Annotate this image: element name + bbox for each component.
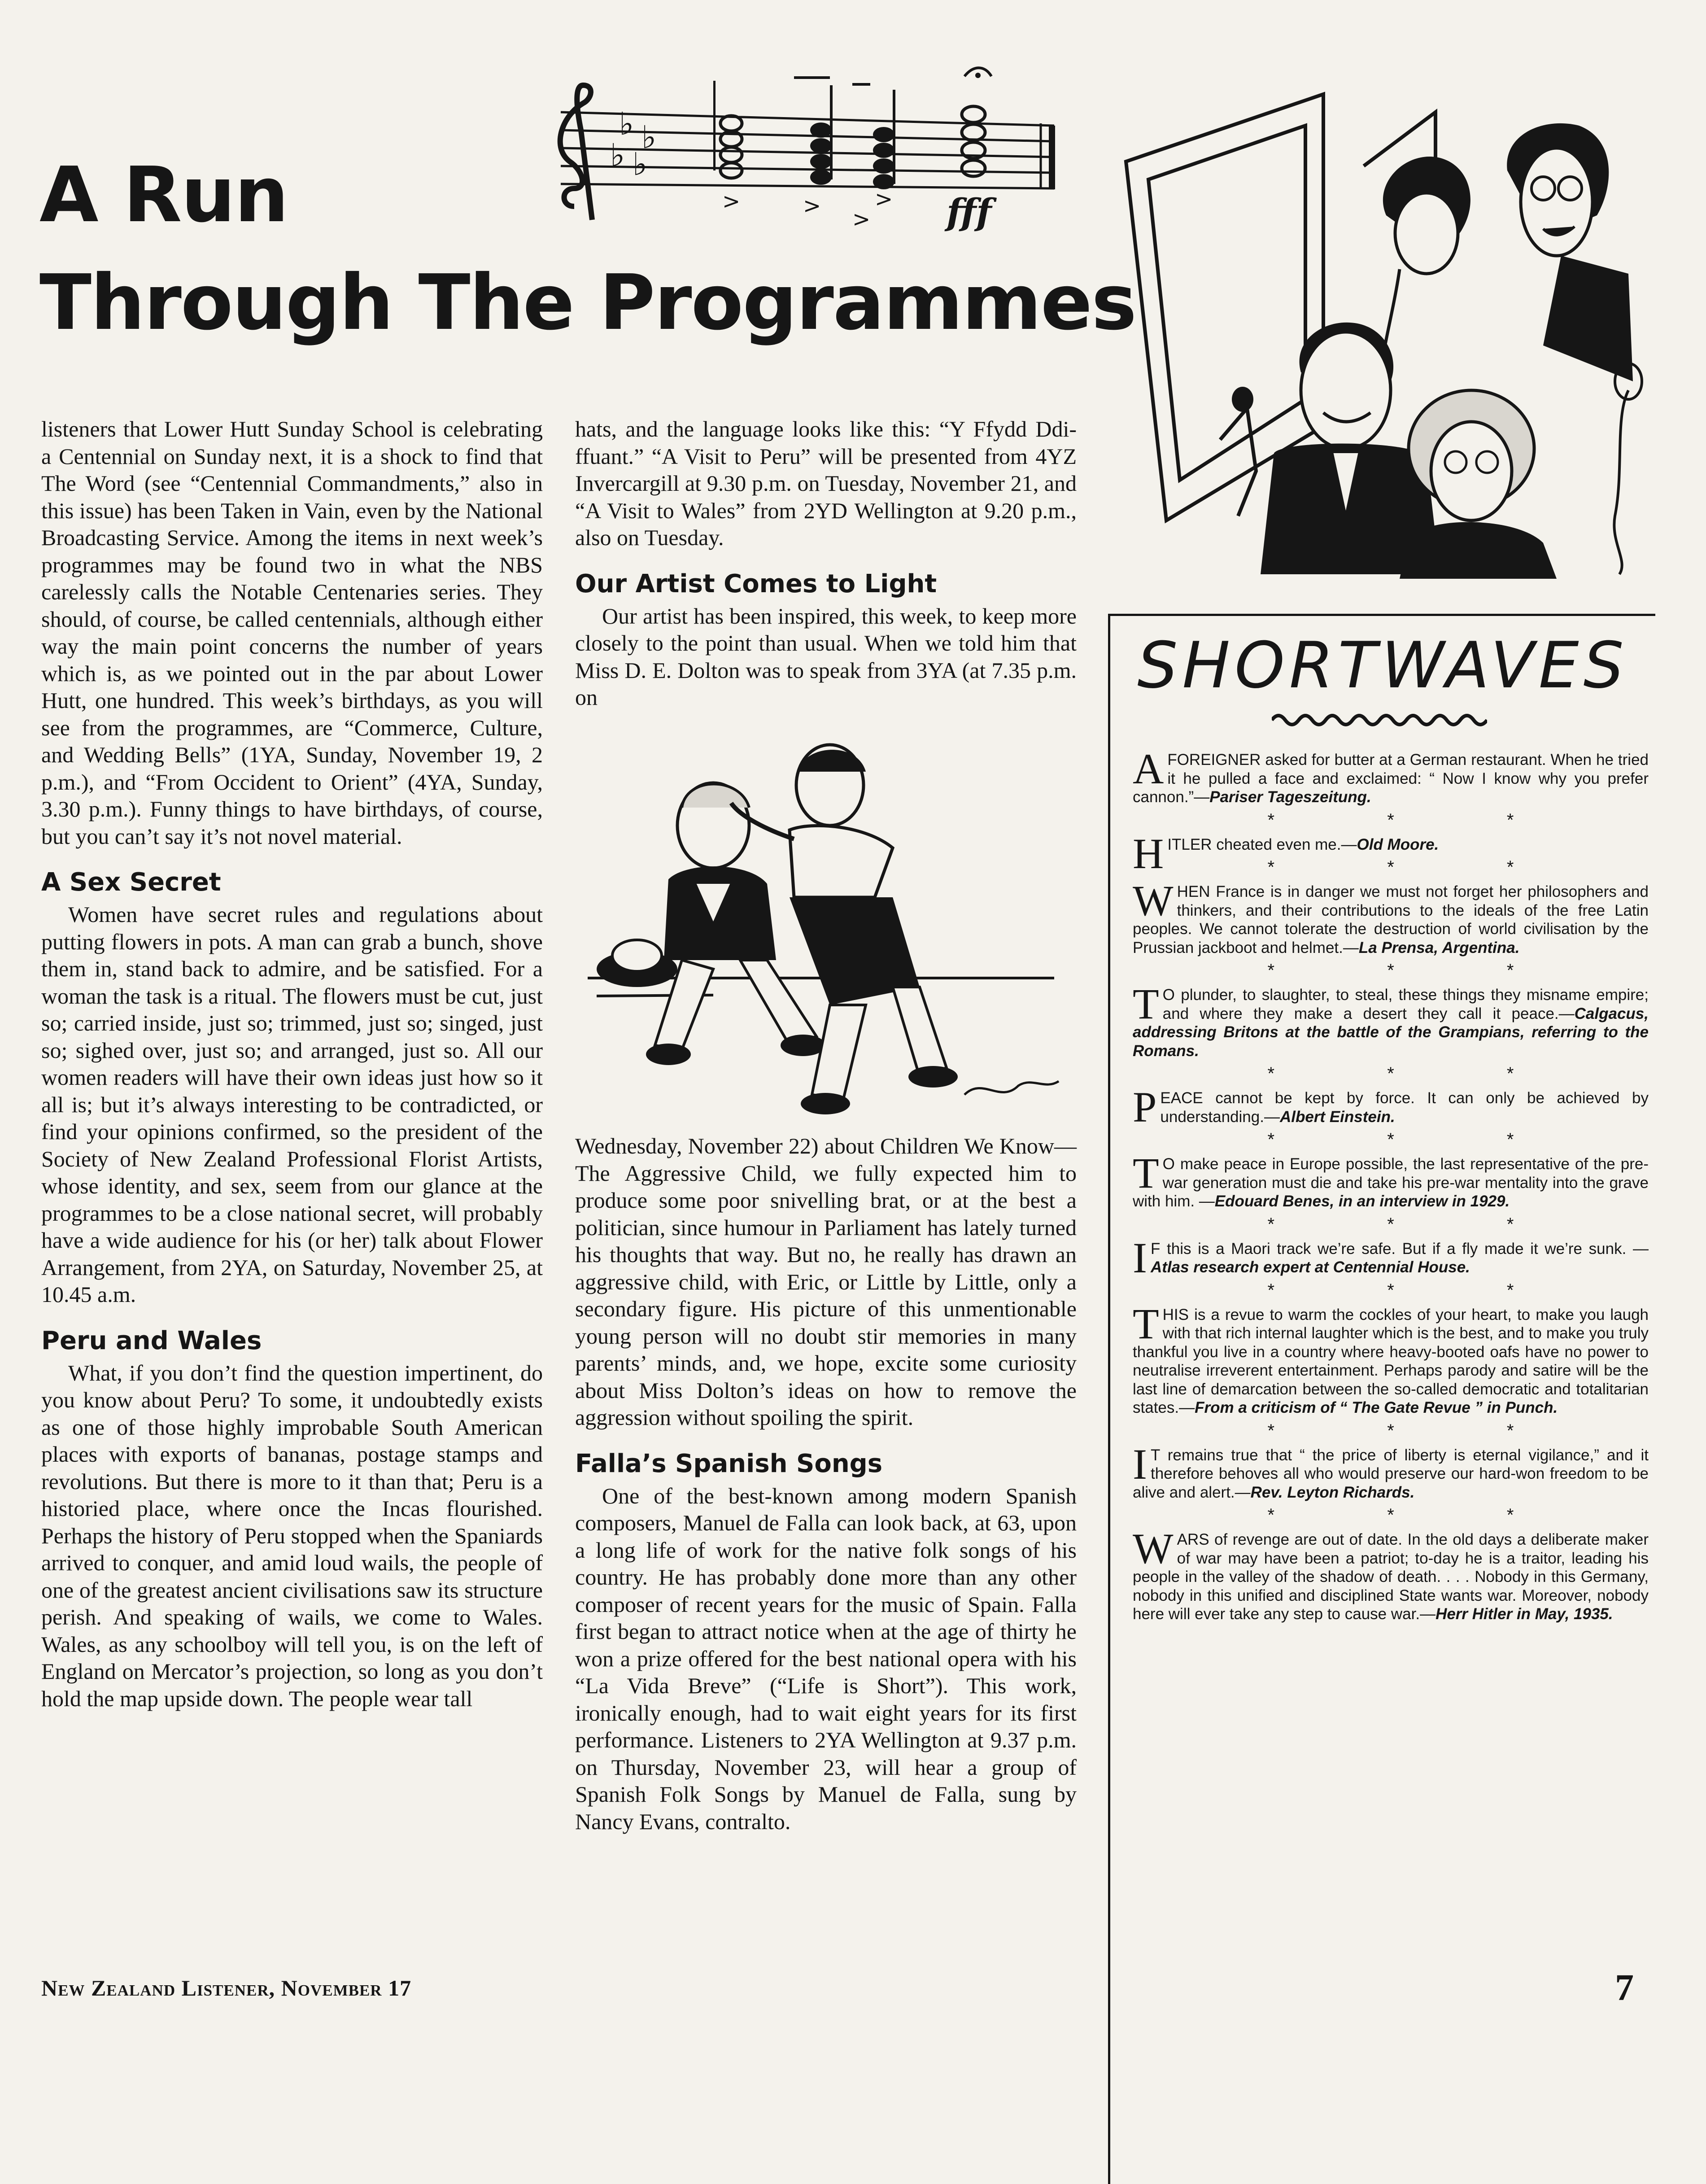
falla-paragraph: One of the best-known among modern Spanish composers, Manuel de Falla can look back, at 63, upon a long life of work for the native folk songs of his country. He has probably done more than any other composer of recent years for the music of Spain. Falla first began to attract notice when at the age of thirty he won a prize offered for the best national opera with his “La Vida Breve” (“Life is Short”). This work, ironically enough, had to wait eight years for its first performance. Listeners to 2YA Wellington at 9.37 p.m. on Thursday, November 23, will hear a group of Spanish Folk Songs by Manuel de Falla, sung by Nancy Evans, contralto.	[575, 1483, 1077, 1834]
quote-source: Calgacus, addressing Britons at the battle of the Grampians, referring to the Romans.	[1133, 1005, 1649, 1060]
quote-lead-word: FOREIGNER	[1167, 751, 1261, 769]
shortwave-quote	[1133, 980, 1649, 1060]
shortwave-quote	[1133, 1233, 1649, 1282]
shortwaves-quotes	[1133, 745, 1649, 1624]
drop-cap: T	[1133, 1299, 1159, 1348]
shortwave-quote	[1133, 1083, 1649, 1131]
quote-text: plunder, to slaughter, to steal, these things they misname empire; and where they make a desert they call it peace.—	[1162, 986, 1649, 1022]
article-column-2-lower	[575, 1132, 1077, 1835]
quote-lead-word: F	[1150, 1240, 1161, 1258]
quote-source: Old Moore.	[1357, 835, 1439, 853]
separator-stars: * * *	[1267, 810, 1568, 830]
page-title-line-2: Through The Programmes	[39, 258, 1136, 347]
quote-lead-word: ITLER	[1167, 835, 1212, 853]
separator-stars: * * *	[1267, 857, 1568, 877]
quote-source: Atlas research expert at Centennial House.	[1150, 1258, 1470, 1276]
heading-artist: Our Artist Comes to Light	[575, 569, 937, 598]
quote-source: Herr Hitler in May, 1935.	[1435, 1605, 1613, 1623]
accent-mark: >	[722, 189, 741, 214]
accent-mark: >	[803, 193, 821, 218]
heading-sex-secret: A Sex Secret	[41, 868, 221, 897]
peru-wales-paragraph: What, if you don’t find the question impertinent, do you know about Peru? To some, it undoubtedly exists as one of those highly improbable South American places with exports of bananas, postage stamps and revolutions. But there is more to it than that; Peru is a historied place, where once the Incas flourished. Perhaps the history of Peru stopped when the Spaniards arrived to conquer, and amid loud wails, the people of one of the greatest ancient civilisations saw its structure perish. And speaking of wails, we come to Wales. Wales, as any schoolboy will tell you, is on the left of England on Mercator’s projection, so long as you don’t hold the map upside down. The people wear tall	[41, 1360, 543, 1711]
quote-lead-word: O	[1162, 986, 1175, 1004]
quote-lead-word: HEN	[1177, 883, 1210, 900]
accent-mark: >	[852, 207, 871, 232]
shortwaves-box	[1108, 614, 1655, 2184]
separator-stars: * * *	[1267, 1420, 1568, 1441]
article-column-1	[41, 415, 543, 1712]
quote-text: of revenge are out of date. In the old days a deliberate maker of war may have been a patriot; to-day he is a traitor, leading his people in the valley of the shadow of death. . . . Nobody in this Germany, nobody in this unified and disciplined State wants war. Moreover, nobody here will ever take any step to cause war.—	[1133, 1531, 1649, 1623]
quote-source: Albert Einstein.	[1279, 1108, 1395, 1126]
quote-text: France is in danger we must not forget her philosophers and thinkers, and their contributions to the ideals of the free Latin peoples. We cannot tolerate the destruction of world civilisation by the Prussian jackboot and helmet.—	[1133, 883, 1649, 957]
drop-cap: W	[1133, 877, 1174, 925]
svg-text:♭: ♭	[633, 146, 648, 183]
page-number: 7	[1615, 1967, 1634, 2009]
performers-caricature-illustration	[1113, 67, 1651, 579]
quote-lead-word: O	[1162, 1155, 1175, 1173]
drop-cap: T	[1133, 980, 1159, 1028]
aggressive-child-cartoon	[579, 736, 1077, 1135]
shortwave-quote	[1133, 829, 1649, 878]
treble-clef-icon	[560, 85, 592, 220]
drop-cap: I	[1133, 1440, 1147, 1488]
quote-source: Edouard Benes, in an interview in 1929.	[1214, 1192, 1510, 1210]
quote-text: this is a Maori track we’re safe. But if a fly made it we’re sunk. —	[1160, 1240, 1649, 1258]
shortwave-quote	[1133, 1524, 1649, 1624]
drop-cap: W	[1133, 1524, 1174, 1572]
artist-paragraph-end: Wednesday, November 22) about Children We Know—The Aggressive Child, we fully expected him to produce some poor snivelling brat, or at the best a politician, since humour in Parliament has lately turned his thoughts that way. But no, he really has drawn an aggressive child, with Eric, or Little by Little, only a secondary figure. His picture of this unmentionable young person will no doubt stir memories in many parents’ minds, and, we hope, excite some curiosity about Miss Dolton’s ideas on how to remove the aggression without spoiling the spirit.	[575, 1133, 1077, 1430]
fortissimo-mark: fff	[947, 191, 992, 233]
quote-source: Rev. Leyton Richards.	[1250, 1483, 1415, 1501]
quote-text: cheated even me.—	[1212, 835, 1357, 853]
svg-text:♭: ♭	[610, 137, 625, 174]
drop-cap: T	[1133, 1149, 1159, 1197]
quote-text: is a revue to warm the cockles of your heart, to make you laugh with that rich internal laughter which is the best, and to make you truly thankful you live in a country where heavy-booted oafs have no power to neutralise irreverent entertainment. Perhaps parody and satire will be the last line of demarcation between the so-called democratic and totalitarian states.—	[1133, 1306, 1649, 1416]
svg-text:♭: ♭	[641, 119, 657, 156]
separator-stars: * * *	[1267, 1214, 1568, 1234]
quote-text: cannot be kept by force. It can only be achieved by understanding.—	[1160, 1089, 1649, 1126]
drop-cap: H	[1133, 829, 1164, 878]
intro-paragraph: listeners that Lower Hutt Sunday School is celebrating a Centennial on Sunday next, it is a shock to find that The Word (see “Centennial Commandments,” also in this issue) has been Taken in Vain, even by the National Broadcasting Service. Among the items in next week’s programmes may be found two in what the NBS carelessly calls the Notable Centenaries series. They should, of course, be called centennials, although either way the main point concerns the number of years which is, as we pointed out in the par about Lower Hutt, one hundred. This week’s birthdays, as you will see from the programmes, are “Commerce, Culture, and Wedding Bells” (1YA, Sunday, November 19, 2 p.m.), and “From Occident to Orient” (4YA, Sunday, 3.30 p.m.). Funny things to have birthdays, of course, but you can’t say it’s not novel material.	[41, 416, 543, 849]
quote-lead-word: ARS	[1177, 1531, 1209, 1548]
page-title-line-1: A Run	[39, 151, 288, 240]
heading-falla: Falla’s Spanish Songs	[575, 1449, 883, 1478]
drop-cap: I	[1133, 1233, 1147, 1282]
music-staff-illustration	[543, 58, 1068, 238]
sex-secret-paragraph: Women have secret rules and regulations about putting flowers in pots. A man can grab a bunch, shove them in, stand back to admire, and be satisfied. For a woman the task is a ritual. The flowers must be cut, just so; carried inside, just so; trimmed, just so; singed, just so; sighed over, just so; and arranged, just so. All our women readers will have their own ideas just how so it all is; but it’s always interesting to be contradicted, or find your opinions confirmed, so the president of the Society of New Zealand Professional Florist Artists, whose identity, and sex, seem from our glance at the programmes to be a close national secret, will probably have a wide audience for his (or her) talk about Flower Arrangement, from 2YA, on Saturday, November 25, at 10.45 a.m.	[41, 902, 543, 1307]
shortwave-quote	[1133, 1149, 1649, 1211]
artist-paragraph-start: Our artist has been inspired, this week, to keep more closely to the point than usual. When we told him that Miss D. E. Dolton was to speak from 3YA (at 7.35 p.m. on	[575, 603, 1077, 710]
quote-text: asked for butter at a German restaurant. When he tried it he pulled a face and exclaimed: “ Now I know why you prefer cannon.”—	[1133, 751, 1649, 806]
wales-continued-paragraph: hats, and the language looks like this: “Y Ffydd Ddi-ffuant.” “A Visit to Peru” will be presented from 4YZ Invercargill at 9.30 p.m. on Tuesday, November 21, and “A Visit to Wales” from 2YD Wellington at 9.20 p.m., also on Tuesday.	[575, 416, 1077, 550]
separator-stars: * * *	[1267, 1505, 1568, 1525]
shortwave-quote	[1133, 745, 1649, 807]
quote-text: make peace in Europe possible, the last representative of the pre-war generation must die and take his pre-war mentality into the grave with him. —	[1133, 1155, 1649, 1210]
shortwaves-title: SHORTWAVES	[1137, 629, 1628, 703]
quote-text: remains true that “ the price of liberty is eternal vigilance,” and it therefore behoves all who would preserve our hard-won freedom to be alive and alert.—	[1133, 1446, 1649, 1501]
separator-stars: * * *	[1267, 1130, 1568, 1149]
shortwave-quote	[1133, 1299, 1649, 1417]
article-column-2	[575, 415, 1077, 711]
svg-text:♭: ♭	[619, 105, 634, 142]
quote-source: Pariser Tageszeitung.	[1209, 788, 1371, 806]
heading-peru-wales: Peru and Wales	[41, 1326, 262, 1355]
shortwave-quote	[1133, 1440, 1649, 1502]
separator-stars: * * *	[1267, 1280, 1568, 1300]
quote-source: La Prensa, Argentina.	[1358, 939, 1520, 957]
quote-lead-word: T	[1150, 1446, 1160, 1464]
quote-lead-word: HIS	[1162, 1306, 1189, 1324]
footer-publication: New Zealand Listener, November 17	[41, 1975, 412, 2001]
separator-stars: * * *	[1267, 961, 1568, 980]
wave-ornament	[1272, 711, 1487, 729]
drop-cap: P	[1133, 1083, 1157, 1131]
accent-mark: >	[875, 187, 893, 212]
quote-source: From a criticism of “ The Gate Revue ” in Punch.	[1195, 1399, 1558, 1416]
drop-cap: A	[1133, 745, 1164, 793]
quote-lead-word: EACE	[1160, 1089, 1203, 1107]
shortwave-quote	[1133, 877, 1649, 957]
separator-stars: * * *	[1267, 1064, 1568, 1083]
